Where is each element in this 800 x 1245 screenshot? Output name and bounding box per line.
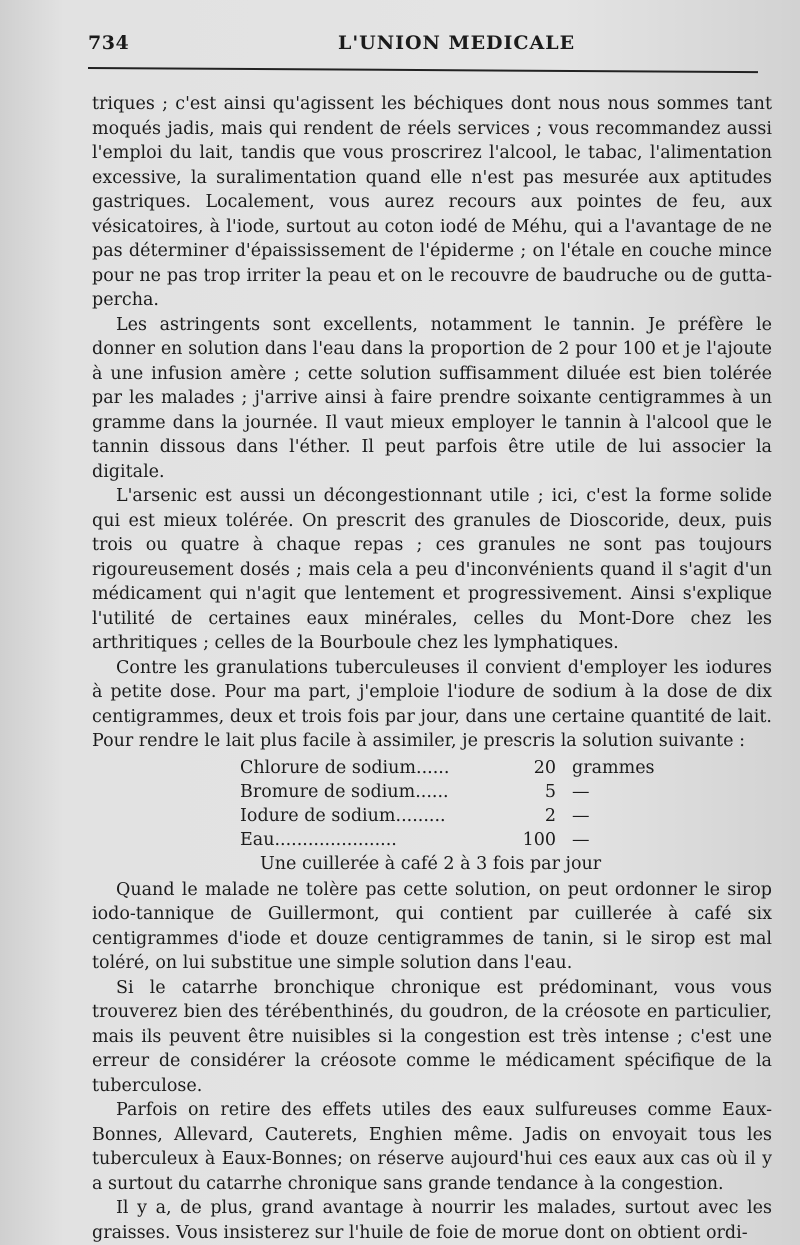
- paragraph: Il y a, de plus, grand avantage à nourrir les malades, surtout avec les graisses. Vous insisterez sur l'huile de foie de morue dont on obtient ordi-: [92, 1198, 772, 1243]
- running-title: L'UNION MEDICALE: [338, 32, 576, 54]
- formula-row: [240, 804, 700, 828]
- page-number: 734: [88, 32, 130, 54]
- formula-row: [240, 756, 700, 780]
- formula-row: [240, 828, 700, 852]
- ingredient-quantity: 2: [544, 805, 556, 826]
- ingredient-name: Chlorure de sodium......: [240, 757, 450, 778]
- ingredient-unit: —: [572, 781, 590, 802]
- ingredient-quantity: 5: [544, 781, 556, 802]
- header-rule: [88, 67, 758, 73]
- formula-dosage-row: [240, 852, 700, 876]
- paragraph: triques ; c'est ainsi qu'agissent les béchiques dont nous nous sommes tant moqués jadis, mais qui rendent de réels services ; vous recommandez aussi l'emploi du lait, tandis que vous proscrirez l'alcool, le tabac, l'alimentation excessive, la suralimentation quand elle n'est pas mesurée aux aptitudes gastriques. Localement, vous aurez recours aux pointes de feu, aux vésicatoires, à l'iode, surtout au coton iodé de Méhu, qui a l'avantage de ne pas déterminer d'épaississement de l'épiderme ; on l'étale en couche mince pour ne pas trop irriter la peau et on le recouvre de baudruche ou de gutta-percha.: [92, 94, 772, 310]
- paragraph: Quand le malade ne tolère pas cette solution, on peut ordonner le sirop iodo-tannique de Guillermont, qui contient par cuillerée à café six centigrammes d'iode et douze centigrammes de tanin, si le sirop est mal toléré, on lui substitue une simple solution dans l'eau.: [92, 879, 772, 973]
- paragraph: Contre les granulations tuberculeuses il convient d'employer les iodures à petite dose. Pour ma part, j'emploie l'iodure de sodium à la dose de dix centigrammes, deux et trois fois par jour, dans une certaine quantité de lait. Pour rendre le lait plus facile à assimiler, je prescris la solution suivante :: [92, 657, 772, 751]
- ingredient-unit: —: [572, 829, 590, 850]
- ingredient-unit: —: [572, 805, 590, 826]
- ingredient-name: Bromure de sodium......: [240, 781, 449, 802]
- paragraph: Parfois on retire des effets utiles des eaux sulfureuses comme Eaux-Bonnes, Allevard, Cauterets, Enghien même. Jadis on envoyait tous les tuberculeux à Eaux-Bonnes; on réserve aujourd'hui ces eaux aux cas où il y a surtout du catarrhe chronique sans grande tendance à la congestion.: [92, 1100, 772, 1194]
- paragraph: L'arsenic est aussi un décongestionnant utile ; ici, c'est la forme solide qui est mieux tolérée. On prescrit des granules de Dioscoride, deux, puis trois ou quatre à chaque repas ; ces granules ne sont pas toujours rigoureusement dosés ; mais cela a peu d'inconvénients quand il s'agit d'un médicament qui n'agit que lentement et progressivement. Ainsi s'explique l'utilité de certaines eaux minérales, celles du Mont-Dore chez les arthritiques ; celles de la Bourboule chez les lymphatiques.: [92, 486, 772, 653]
- paragraph: Les astringents sont excellents, notamment le tannin. Je préfère le donner en solution dans l'eau dans la proportion de 2 pour 100 et je l'ajoute à une infusion amère ; cette solution suffisamment diluée est bien tolérée par les malades ; j'arrive ainsi à faire prendre soixante centigrammes à un gramme dans la journée. Il vaut mieux employer le tannin à l'alcool que le tannin dissous dans l'éther. Il peut parfois être utile de lui associer la digitale.: [92, 314, 772, 482]
- ingredient-name: Iodure de sodium.........: [240, 805, 446, 826]
- dosage-note: Une cuillerée à café 2 à 3 fois par jour: [260, 853, 602, 874]
- ingredient-name: Eau......................: [240, 829, 397, 850]
- formula-row: [240, 780, 700, 804]
- prescription-formula: [240, 756, 700, 876]
- page-header: [88, 30, 768, 64]
- paragraph: Si le catarrhe bronchique chronique est prédominant, vous vous trouverez bien des térébenthinés, du goudron, de la créosote en particulier, mais ils peuvent être nuisibles si la congestion est très intense ; c'est une erreur de considérer la créosote comme le médicament spécifique de la tuberculose.: [92, 977, 772, 1096]
- ingredient-quantity: 20: [533, 757, 556, 778]
- ingredient-unit: grammes: [572, 757, 655, 778]
- body-text: [92, 92, 772, 1245]
- ingredient-quantity: 100: [522, 829, 556, 850]
